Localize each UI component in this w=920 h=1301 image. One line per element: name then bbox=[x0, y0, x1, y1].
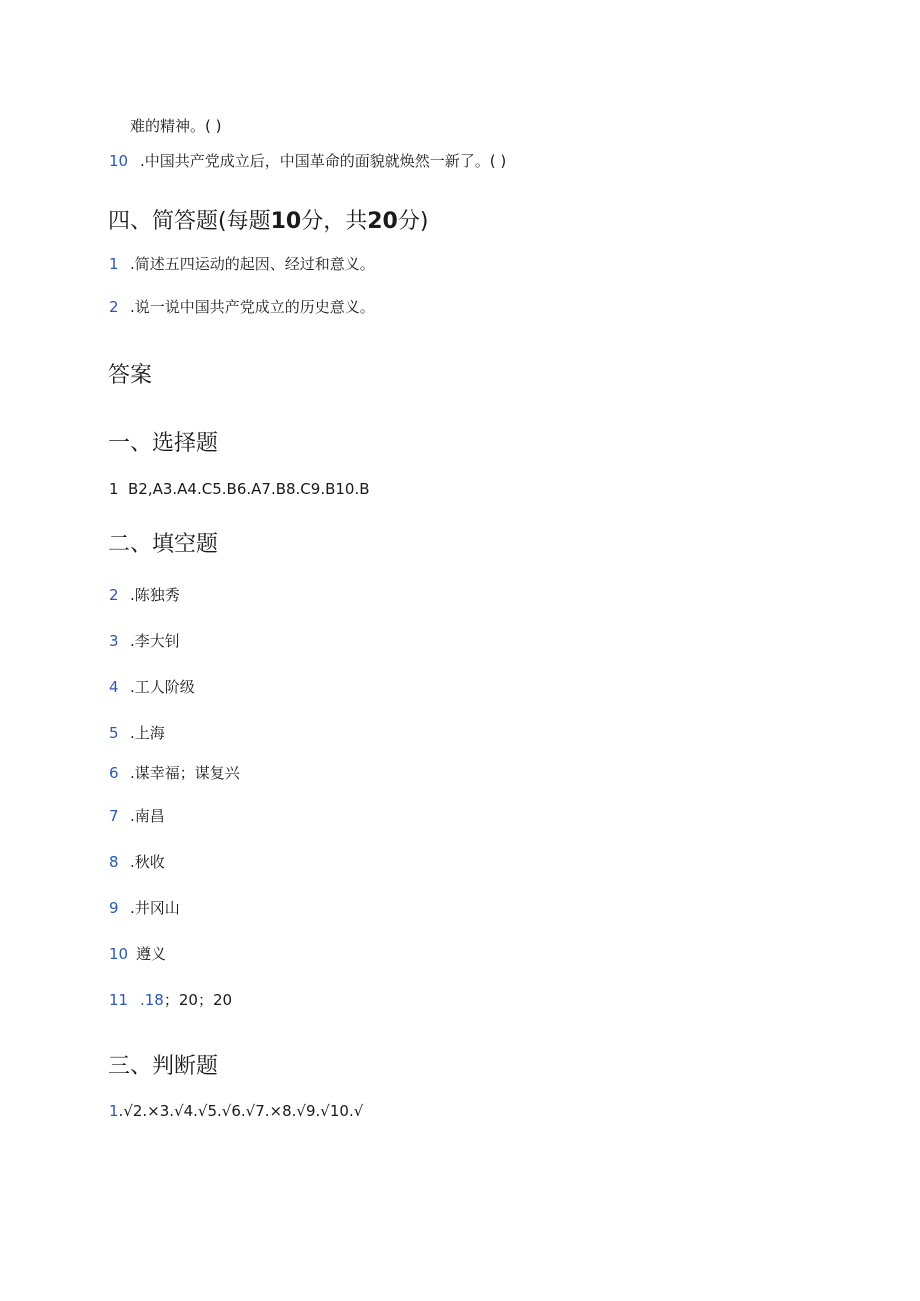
fill-answer-5 bbox=[109, 723, 165, 743]
fill-answer-11 bbox=[109, 990, 232, 1010]
question-number: 10 bbox=[109, 152, 129, 170]
question-number: 1 bbox=[109, 255, 119, 273]
answer-number: 7 bbox=[109, 807, 119, 825]
fill-answer-3 bbox=[109, 631, 180, 651]
answer-number: 10 bbox=[109, 945, 129, 963]
judge-answers bbox=[109, 1101, 363, 1121]
answer-text: .工人阶级 bbox=[130, 678, 195, 696]
answer-number: 6 bbox=[109, 764, 119, 782]
fill-answer-9 bbox=[109, 898, 180, 918]
answer-number: 1 bbox=[109, 1102, 119, 1120]
heading-part: 分，共 bbox=[301, 209, 368, 234]
answer-text: B2,A3.A4.C5.B6.A7.B8.C9.B10.B bbox=[128, 480, 370, 498]
question-9-tail: 难的精神。( ) bbox=[130, 117, 222, 135]
short-answer-item-2 bbox=[109, 297, 375, 317]
answer-text: .井冈山 bbox=[130, 899, 180, 917]
answer-text: .上海 bbox=[130, 724, 165, 742]
answer-number: 11 bbox=[109, 991, 129, 1009]
answer-text: .陈独秀 bbox=[130, 586, 180, 604]
answer-text: ；20；20 bbox=[163, 991, 233, 1009]
heading-part: 四、简答题(每题 bbox=[108, 209, 271, 234]
answer-number: 9 bbox=[109, 899, 119, 917]
answer-number: 8 bbox=[109, 853, 119, 871]
heading-points: 10 bbox=[270, 209, 302, 234]
fill-answer-7 bbox=[109, 806, 165, 826]
answer-text: .√2.×3.√4.√5.√6.√7.×8.√9.√10.√ bbox=[118, 1102, 364, 1120]
judge-section-heading: 三、判断题 bbox=[108, 1054, 219, 1079]
question-number: 2 bbox=[109, 298, 119, 316]
question-text: .中国共产党成立后，中国革命的面貌就焕然一新了。( ) bbox=[140, 152, 507, 170]
fill-answer-4 bbox=[109, 677, 195, 697]
answer-number: 2 bbox=[109, 586, 119, 604]
answer-number: 1 bbox=[109, 480, 119, 498]
fill-answer-6 bbox=[109, 763, 240, 783]
answer-text: 遵义 bbox=[136, 945, 167, 963]
answer-text: .李大钊 bbox=[130, 632, 180, 650]
question-text: .说一说中国共产党成立的历史意义。 bbox=[130, 298, 375, 316]
answer-number: 4 bbox=[109, 678, 119, 696]
fill-answer-2 bbox=[109, 585, 180, 605]
fill-answer-8 bbox=[109, 852, 165, 872]
answer-number: 3 bbox=[109, 632, 119, 650]
section-4-heading bbox=[108, 208, 428, 236]
heading-points: 20 bbox=[367, 209, 398, 234]
choice-section-heading: 一、选择题 bbox=[108, 431, 219, 456]
fill-answer-10 bbox=[109, 944, 166, 964]
answer-text-number: .18 bbox=[140, 991, 164, 1009]
short-answer-item-1 bbox=[109, 254, 375, 274]
heading-part: 分) bbox=[397, 209, 429, 234]
choice-answers bbox=[109, 479, 370, 499]
question-text: .简述五四运动的起因、经过和意义。 bbox=[130, 255, 375, 273]
answer-text: .谋幸福；谋复兴 bbox=[130, 764, 240, 782]
fill-section-heading: 二、填空题 bbox=[108, 532, 219, 557]
answer-number: 5 bbox=[109, 724, 119, 742]
answers-title: 答案 bbox=[108, 363, 153, 388]
answer-text: .秋收 bbox=[130, 853, 165, 871]
answer-text: .南昌 bbox=[130, 807, 165, 825]
question-10 bbox=[109, 151, 506, 171]
